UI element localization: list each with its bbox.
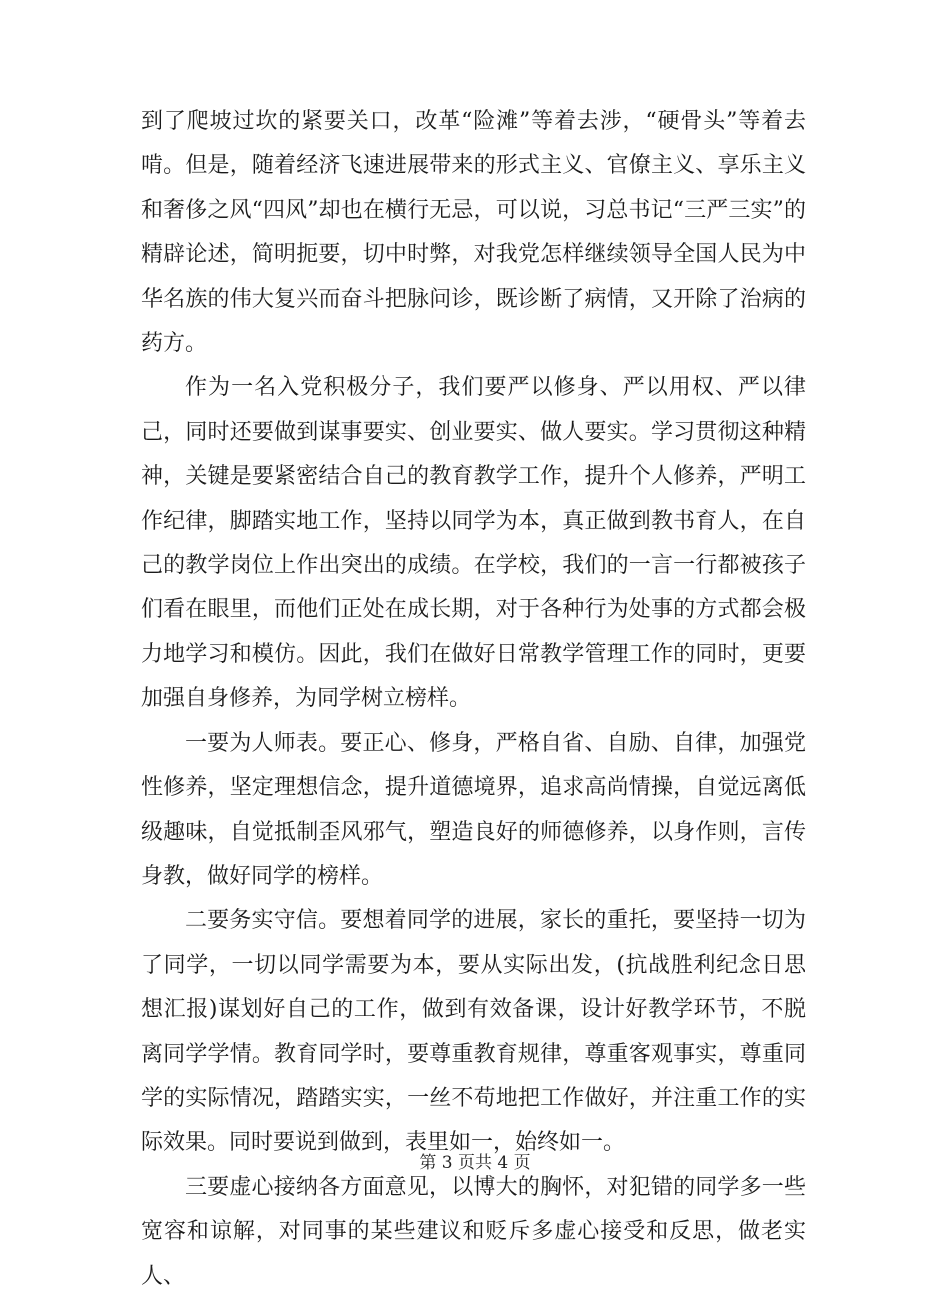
paragraph-3: 一要为人师表。要正心、修身，严格自省、自励、自律，加强党性修养，坚定理想信念，提升道德境界，追求高尚情操，自觉远离低级趣味，自觉抵制歪风邪气，塑造良好的师德修养，以身作则，言传身教，做好同学的榜样。 — [141, 730, 806, 889]
paragraph-1: 到了爬坡过坎的紧要关口，改革“险滩”等着去涉，“硬骨头”等着去啃。但是，随着经济飞速进展带来的形式主义、官僚主义、享乐主义和奢侈之风“四风”却也在横行无忌，可以说，习总书记“三严三实”的精辟论述，简明扼要，切中时弊，对我党怎样继续领导全国人民为中华名族的伟大复兴而奋斗把脉问诊，既诊断了病情，又开除了治病的药方。 — [141, 109, 806, 357]
paragraph-5: 三要虚心接纳各方面意见，以博大的胸怀，对犯错的同学多一些宽容和谅解，对同事的某些建议和贬斥多虚心接受和反思，做老实人、 — [141, 1174, 806, 1289]
paragraph-2: 作为一名入党积极分子，我们要严以修身、严以用权、严以律己，同时还要做到谋事要实、创业要实、做人要实。学习贯彻这种精神，关键是要紧密结合自己的教育教学工作，提升个人修养，严明工作纪律，脚踏实地工作，坚持以同学为本，真正做到教书育人，在自己的教学岗位上作出突出的成绩。在学校，我们的一言一行都被孩子们看在眼里，而他们正处在成长期，对于各种行为处事的方式都会极力地学习和模仿。因此，我们在做好日常教学管理工作的同时，更要加强自身修养，为同学树立榜样。 — [141, 375, 806, 712]
document-body — [141, 100, 806, 1299]
paragraph-4: 二要务实守信。要想着同学的进展，家长的重托，要坚持一切为了同学，一切以同学需要为本，要从实际出发，(抗战胜利纪念日思想汇报)谋划好自己的工作，做到有效备课，设计好教学环节，不脱离同学学情。教育同学时，要尊重教育规律，尊重客观事实，尊重同学的实际情况，踏踏实实，一丝不苟地把工作做好，并注重工作的实际效果。同时要说到做到，表里如一，始终如一。 — [141, 908, 806, 1156]
page-number-footer: 第 3 页共 4 页 — [419, 1153, 531, 1173]
